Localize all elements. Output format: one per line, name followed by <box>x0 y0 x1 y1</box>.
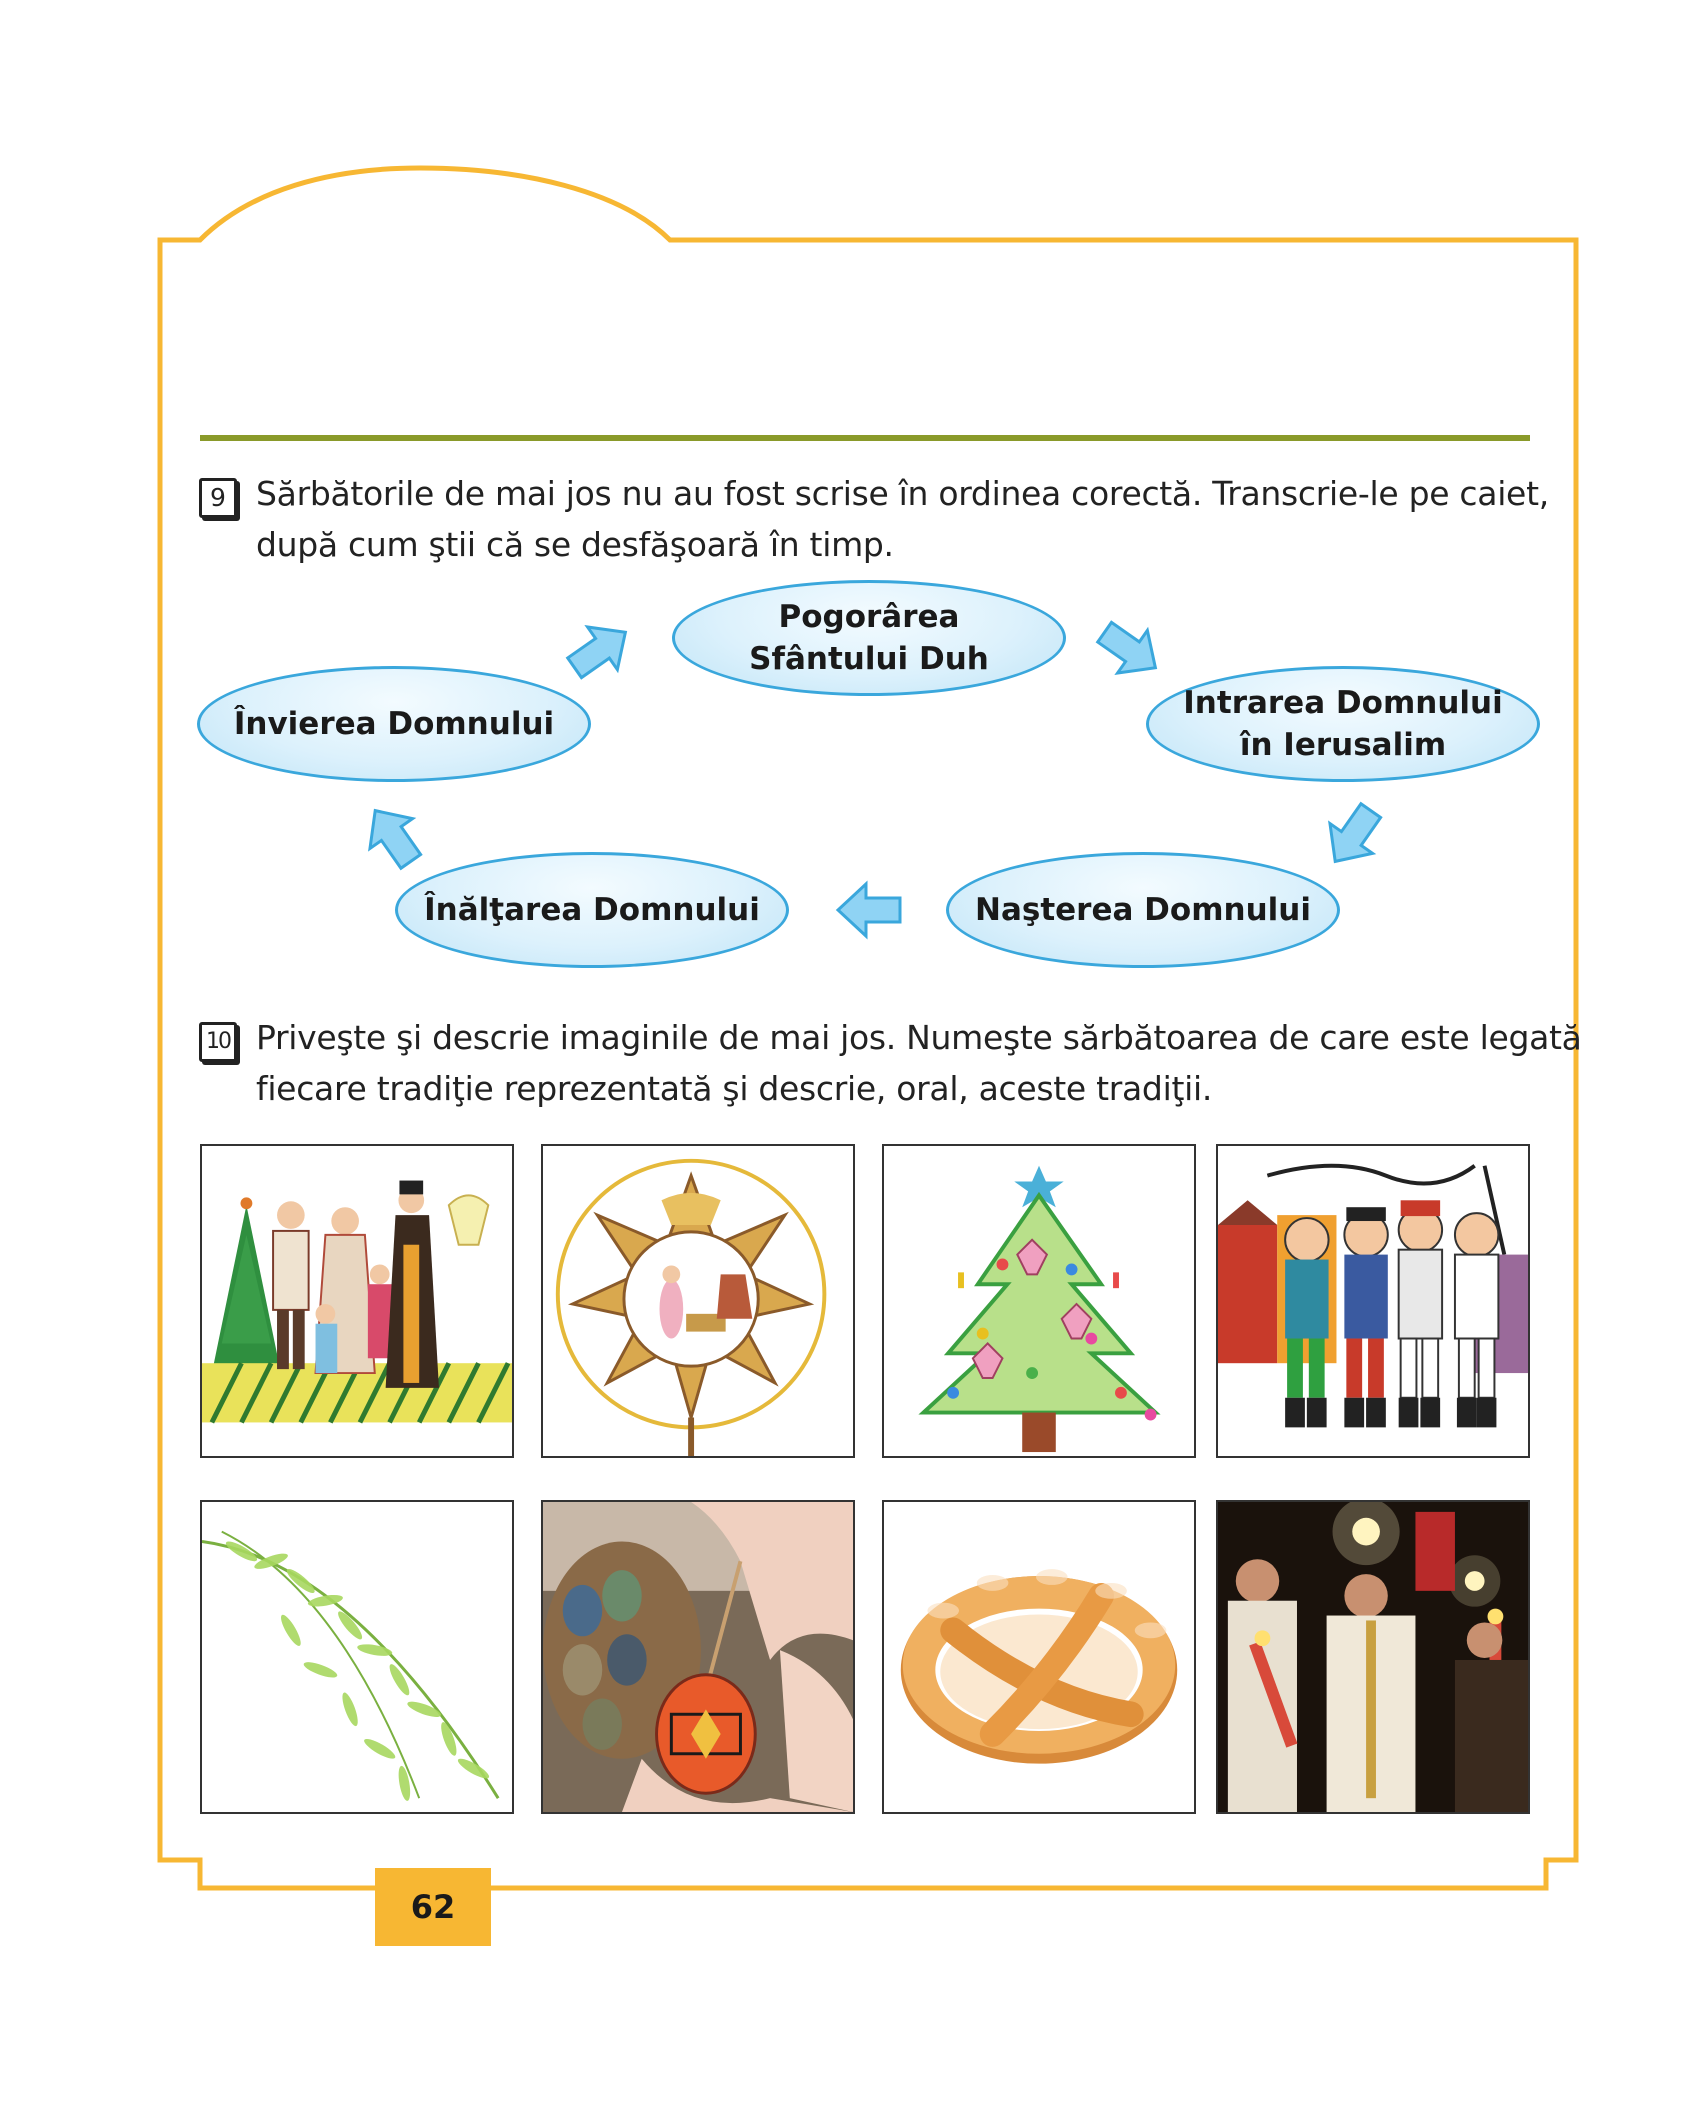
bubble-inaltarea <box>395 852 789 968</box>
picture-resurrection-night-candles <box>1216 1500 1530 1814</box>
exercise-9-line-2: după cum ştii că se desfăşoară în timp. <box>256 525 894 564</box>
exercise-10-line-2: fiecare tradiţie reprezentată şi descrie, oral, aceste tradiţii. <box>256 1069 1213 1108</box>
picture-christmas-tree <box>882 1144 1196 1458</box>
picture-willow-branch <box>200 1500 514 1814</box>
bubble-pogorarea-line-1: Pogorârea <box>778 599 960 635</box>
bubble-nasterea-label: Naşterea Domnului <box>975 892 1311 928</box>
exercise-10-instruction <box>256 1012 1582 1114</box>
bubble-inaltarea-label: Înălţarea Domnului <box>424 892 760 928</box>
section-rule <box>200 435 1530 441</box>
bubble-invierea <box>197 666 591 782</box>
bubble-intrarea-line-1: Intrarea Domnului <box>1183 685 1503 721</box>
arrow-left-icon <box>834 880 904 940</box>
picture-carolers-boys <box>1216 1144 1530 1458</box>
page-number: 62 <box>375 1868 491 1946</box>
bubble-pogorarea <box>672 580 1066 696</box>
exercise-9-number: 9 <box>199 478 237 518</box>
exercise-10-line-1: Priveşte şi descrie imaginile de mai jos. Numeşte sărbătoarea de care este legată <box>256 1018 1582 1057</box>
exercise-10-number: 10 <box>199 1022 237 1062</box>
bubble-invierea-label: Învierea Domnului <box>233 706 555 742</box>
bubble-nasterea <box>946 852 1340 968</box>
picture-carol-star <box>541 1144 855 1458</box>
picture-painting-easter-egg <box>541 1500 855 1814</box>
exercise-9-line-1: Sărbătorile de mai jos nu au fost scrise în ordinea corectă. Transcrie-le pe caiet, <box>256 474 1549 513</box>
exercise-9-instruction <box>256 468 1549 570</box>
bubble-pogorarea-line-2: Sfântului Duh <box>749 641 989 677</box>
picture-family-with-priest <box>200 1144 514 1458</box>
picture-braided-bread <box>882 1500 1196 1814</box>
bubble-intrarea <box>1146 666 1540 782</box>
bubble-intrarea-line-2: în Ierusalim <box>1239 727 1447 763</box>
